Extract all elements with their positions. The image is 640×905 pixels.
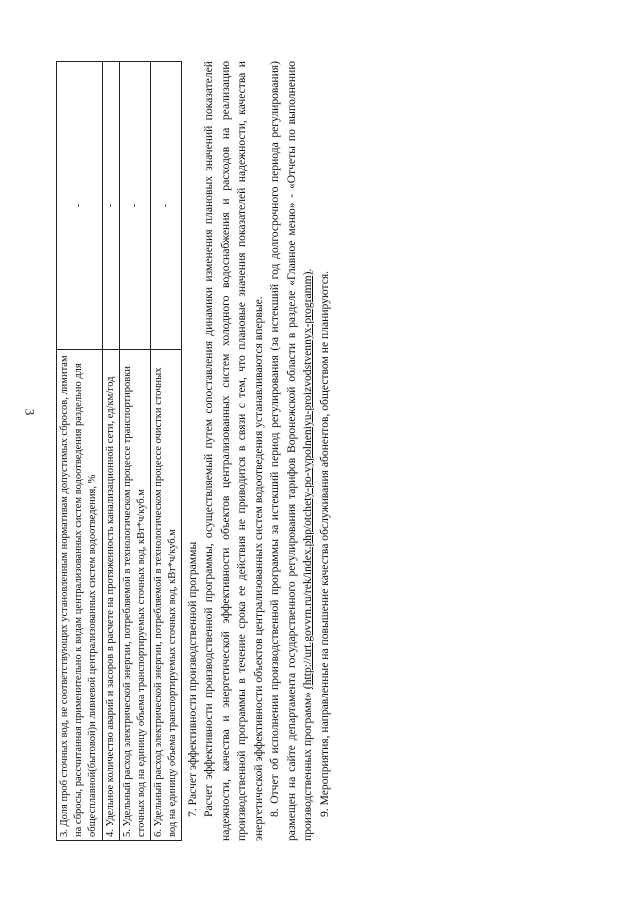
table-row: [57, 61, 103, 840]
indicators-table: [56, 61, 182, 841]
indicator-label: 3. Доля проб сточных вод, не соответствующих установленным нормативам допустимых сбросов, лимитам на сбросы, рассчитанная применительно к видам централизованных систем водоотведения раздельно для общесплавной(бытовой)и ливневой централизованных систем водоотведения, %: [57, 349, 103, 840]
section-8-text: 8. Отчет об исполнении производственной программы за истекший период регулирования (за истекший год долгосрочного периода регулирования) размещен на сайте департамента государственного регулирования тарифов Воронежской области в разделе «Главное меню» - «Отчеты по выполнению производственных программ»: [268, 60, 315, 841]
indicator-label: 5. Удельный расход электрической энергии, потребляемой в технологическом процессе транспортировки сточных вод на единицу объема транспортируемых сточных вод, кВт*ч/куб.м: [119, 349, 150, 840]
indicator-label: 4. Удельное количество аварий и засоров в расчете на протяженность канализационной сети, ед/км/год: [102, 349, 119, 840]
document-body: [40, 33, 600, 873]
section-7-heading: 7. Расчет эффективности производственной программы: [186, 541, 200, 817]
indicator-label: 6. Удельный расход электрической энергии, потребляемой в технологическом процессе очистки сточных вод на единицу объема транспортируемых сточных вод, кВт*ч/куб.м: [151, 349, 182, 840]
table-row: [119, 61, 150, 840]
section-9-text: 9. Мероприятия, направленные на повышение качества обслуживания абонентов, обществом не планируются.: [317, 270, 331, 817]
table-row: [102, 61, 119, 840]
indicator-value: -: [151, 61, 182, 349]
page-number: 3: [22, 408, 38, 416]
section-8-tail: .: [301, 268, 315, 272]
indicator-value: -: [57, 61, 103, 349]
indicator-value: -: [119, 61, 150, 349]
section-8-paragraph: [267, 61, 316, 841]
report-link[interactable]: (http://urt.govvrn.ru/rek/index.php/otchety-po-vypolneniyu-proizvodstvennyx-programm): [301, 271, 315, 689]
section-7-text: Расчет эффективности производственной программы, осуществляемый путем сопоставления динамики изменения плановых значений показателей надежности, качества и энергетической эффективности объектов централизованных систем холодного водоснабжения и расходов на реализацию производственной программы в течение срока ее действия не приводится в связи с тем, что плановые значения показателей надежности, качества и энергетической эффективности объектов централизованных систем водоотведения устанавливаются впервые.: [202, 60, 265, 841]
indicator-value: -: [102, 61, 119, 349]
table-row: [151, 61, 182, 840]
